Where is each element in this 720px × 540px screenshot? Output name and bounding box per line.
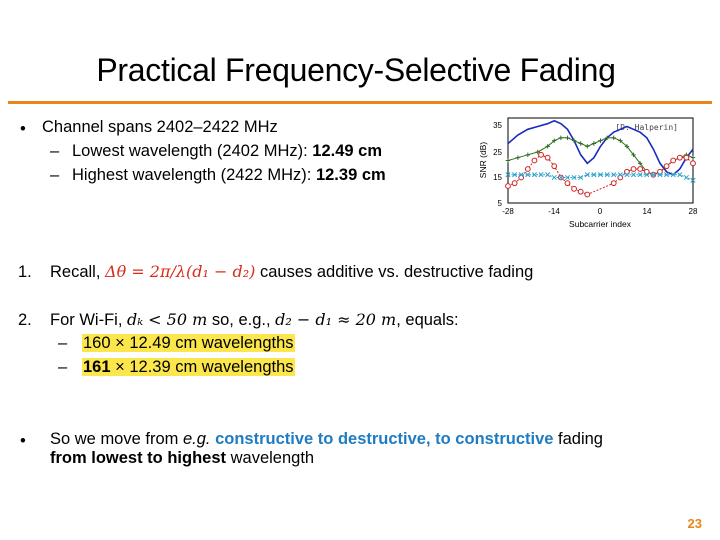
bullet-constructive-line2 — [50, 449, 314, 467]
wavelengths-160 — [82, 334, 295, 352]
series-2-point — [684, 155, 689, 160]
fading-word: fading — [553, 430, 603, 448]
phase-symbol: Δθ = 2π/λ(d₁ − d₂) — [105, 262, 256, 281]
recall-pre: Recall, — [50, 263, 106, 281]
highlight-160: 160 × 12.49 cm wavelengths — [83, 334, 294, 352]
sub-highest-wavelength — [72, 166, 386, 184]
item-recall — [50, 263, 533, 281]
sub-lowest-wavelength — [72, 142, 382, 160]
series-2-point — [611, 181, 616, 186]
sub-marker: – — [58, 334, 68, 352]
wavelengths-161 — [82, 358, 295, 376]
series-2-point — [691, 161, 696, 166]
highlight-161 — [82, 358, 295, 376]
snr-chart — [466, 108, 706, 236]
series-2-point — [525, 167, 530, 172]
series-2-point — [572, 186, 577, 191]
y-tick-label: 15 — [493, 173, 502, 182]
sub-marker: – — [50, 142, 60, 160]
sub-lowest-label: Lowest wavelength (2402 MHz): — [72, 142, 313, 160]
series-2-point — [545, 155, 550, 160]
y-axis-label: SNR (dB) — [478, 141, 488, 179]
page-number: 23 — [687, 516, 702, 531]
lowest-wavelength-value: 12.49 cm — [312, 142, 383, 160]
sub-marker: – — [58, 358, 68, 376]
series-2-point — [506, 184, 511, 189]
bullet-marker: • — [20, 432, 26, 450]
distance-bound: dₖ < 50 m — [126, 310, 208, 329]
wifi-pre: For Wi-Fi, — [50, 311, 127, 329]
wifi-post: , equals: — [396, 311, 459, 329]
sub-marker: – — [50, 166, 60, 184]
lowest-to-highest: from lowest to highest — [50, 449, 227, 467]
series-2-point — [671, 158, 676, 163]
sub-highest-label: Highest wavelength (2422 MHz): — [72, 166, 316, 184]
item-wifi — [50, 311, 459, 329]
series-2-point — [532, 158, 537, 163]
constructive-destructive: constructive to destructive, to constructive — [215, 430, 554, 448]
count-161: 161 — [83, 358, 111, 376]
series-2-point — [565, 181, 570, 186]
slide-title: Practical Frequency-Selective Fading — [96, 52, 616, 88]
series-2-point — [578, 189, 583, 194]
bullet-channel-span: Channel spans 2402–2422 MHz — [42, 118, 278, 136]
x-tick-label: -14 — [548, 207, 560, 216]
recall-post: causes additive vs. destructive fading — [255, 263, 534, 281]
x-tick-label: 14 — [642, 207, 652, 216]
item-number: 1. — [18, 263, 32, 281]
path-difference: d₂ − d₁ ≈ 20 m — [275, 310, 397, 329]
title-divider — [8, 101, 712, 104]
citation: [D. Halperin] — [615, 123, 678, 132]
y-tick-label: 5 — [497, 199, 502, 208]
x-tick-label: 28 — [688, 207, 698, 216]
eg-italic: e.g. — [182, 430, 211, 448]
bullet-marker: • — [20, 120, 26, 138]
highest-wavelength-value: 12.39 cm — [315, 166, 386, 184]
x-tick-label: -28 — [502, 207, 514, 216]
item-number: 2. — [18, 311, 32, 329]
series-2-point — [585, 192, 590, 197]
y-tick-label: 35 — [493, 121, 502, 130]
bullet-constructive-line1 — [50, 430, 603, 448]
x-axis-label: Subcarrier index — [569, 219, 631, 229]
series-2-point — [512, 181, 517, 186]
so-we-move: So we move from — [50, 430, 183, 448]
snr-figure — [466, 108, 706, 236]
x-tick-label: 0 — [597, 207, 603, 216]
series-2-point — [552, 164, 557, 169]
y-tick-label: 25 — [493, 148, 502, 157]
series-2-point — [638, 167, 643, 172]
series-2-point — [539, 152, 544, 157]
series-2-point — [664, 164, 669, 169]
wavelength-word: wavelength — [226, 449, 315, 467]
wifi-mid: so, e.g., — [207, 311, 276, 329]
series-2-point — [677, 155, 682, 160]
series-2-point — [631, 167, 636, 172]
text-161: × 12.39 cm wavelengths — [110, 358, 294, 376]
